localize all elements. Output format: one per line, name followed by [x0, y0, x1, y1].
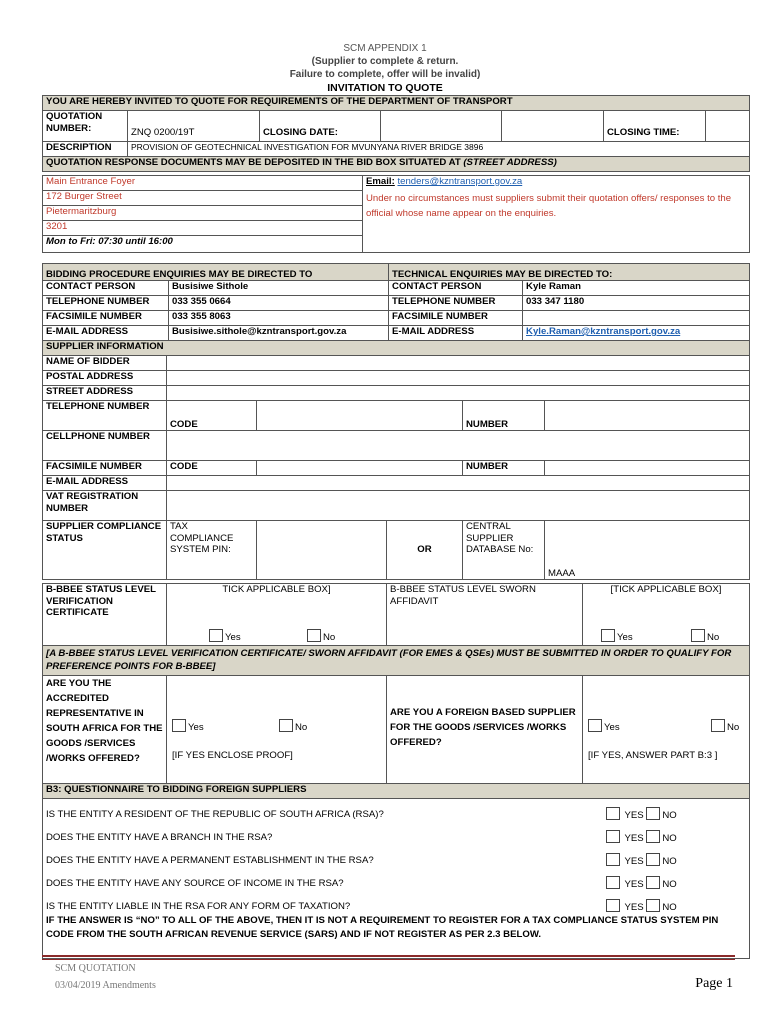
yes-label: YES — [624, 833, 644, 844]
checkbox-icon[interactable] — [279, 719, 293, 732]
page-number: Page 1 — [695, 976, 733, 991]
technical-telephone-value: 033 347 1180 — [523, 296, 750, 311]
vat-label: VAT REGISTRATION NUMBER — [43, 491, 167, 521]
technical-fax-label: FACSIMILE NUMBER — [389, 311, 523, 326]
address-line-1: Main Entrance Foyer — [43, 176, 363, 191]
bidding-email-label: E-MAIL ADDRESS — [43, 326, 169, 341]
address-line-2: 172 Burger Street — [43, 191, 363, 206]
footer-rule — [42, 955, 735, 957]
checkbox-icon[interactable] — [606, 876, 620, 889]
bidder-name-field[interactable] — [167, 356, 750, 371]
bbbee-cert-no[interactable] — [307, 629, 335, 644]
bbbee-status-label: B-BBEE STATUS LEVEL VERIFICATION CERTIFICATE — [43, 584, 167, 646]
b3-q3-options — [606, 853, 677, 868]
checkbox-icon[interactable] — [646, 876, 660, 889]
b3-question-1: IS THE ENTITY A RESIDENT OF THE REPUBLIC OF SOUTH AFRICA (RSA)? — [46, 809, 384, 820]
checkbox-icon[interactable] — [606, 807, 620, 820]
b3-question-5: IS THE ENTITY LIABLE IN THE RSA FOR ANY FORM OF TAXATION? — [46, 901, 351, 912]
checkbox-icon[interactable] — [606, 830, 620, 843]
no-label: NO — [662, 856, 677, 867]
enclose-proof-note: [IF YES ENCLOSE PROOF] — [172, 750, 293, 761]
checkbox-icon[interactable] — [172, 719, 186, 732]
street-address-label: STREET ADDRESS — [43, 386, 167, 401]
accredited-answer-cell — [167, 676, 387, 784]
description-label: DESCRIPTION — [43, 142, 128, 157]
b3-q1-options — [606, 807, 677, 822]
email-notice-cell — [363, 176, 750, 253]
csd-field[interactable] — [545, 521, 750, 580]
yes-label: Yes — [225, 632, 241, 643]
enquiries-table — [42, 263, 750, 341]
address-line-4: 3201 — [43, 221, 363, 236]
checkbox-icon[interactable] — [606, 853, 620, 866]
telephone-number-field[interactable] — [545, 401, 750, 431]
checkbox-icon[interactable] — [307, 629, 321, 642]
foreign-answer-cell — [583, 676, 750, 784]
checkbox-icon[interactable] — [646, 807, 660, 820]
page-title: INVITATION TO QUOTE — [327, 82, 443, 94]
fax-number-label: NUMBER — [463, 461, 545, 476]
closing-date-extra[interactable] — [502, 111, 604, 142]
supplier-table — [42, 340, 750, 580]
b3-title: B3: QUESTIONNAIRE TO BIDDING FOREIGN SUPPLIERS — [43, 784, 750, 799]
bid-box-banner — [43, 157, 750, 172]
telephone-number-label: NUMBER — [463, 401, 545, 431]
checkbox-icon[interactable] — [209, 629, 223, 642]
b3-q4-options — [606, 876, 677, 891]
description-value: PROVISION OF GEOTECHNICAL INVESTIGATION FOR MVUNYANA RIVER BRIDGE 3896 — [128, 142, 750, 157]
closing-date-field[interactable] — [381, 111, 502, 142]
bidder-name-label: NAME OF BIDDER — [43, 356, 167, 371]
email-address-field[interactable] — [167, 476, 750, 491]
no-label: No — [323, 632, 336, 643]
no-label: No — [707, 632, 720, 643]
bbbee-notice: [A B-BBEE STATUS LEVEL VERIFICATION CERTIFICATE/ SWORN AFFIDAVIT (FOR EMES & QSEs) MUST BE SUBMITTED IN ORDER TO QUALIFY FOR PREFERENCE POINTS FOR B-BBEE] — [43, 646, 750, 676]
closing-time-field[interactable] — [706, 111, 750, 142]
bidding-contact-value: Busisiwe Sithole — [169, 281, 389, 296]
closing-date-label: CLOSING DATE: — [260, 111, 381, 142]
telephone-code-field[interactable] — [257, 401, 463, 431]
no-label: NO — [662, 810, 677, 821]
cellphone-label: CELLPHONE NUMBER — [43, 431, 167, 461]
yes-label: YES — [624, 810, 644, 821]
technical-contact-label: CONTACT PERSON — [389, 281, 523, 296]
bid-box-banner-italic: (STREET ADDRESS) — [463, 157, 557, 168]
affidavit-yes[interactable] — [601, 629, 633, 644]
sworn-affidavit-label: B-BBEE STATUS LEVEL SWORN AFFIDAVIT — [387, 584, 583, 646]
office-hours: Mon to Fri: 07:30 until 16:00 — [43, 236, 363, 253]
bidding-email-value: Busisiwe.sithole@kzntransport.gov.za — [169, 326, 389, 341]
closing-time-label: CLOSING TIME: — [604, 111, 706, 142]
foreign-yes[interactable] — [588, 719, 620, 734]
submission-notice: Under no circumstances must suppliers submit their quotation offers/ responses to the official whose name appear on the enquiries. — [366, 192, 732, 219]
maaa-prefix: MAAA — [548, 567, 576, 579]
answer-part-b3-note: [IF YES, ANSWER PART B:3 ] — [588, 750, 718, 761]
quotation-number-value: ZNQ 0200/19T — [128, 111, 260, 142]
no-label: No — [295, 722, 308, 733]
b3-conclusion: IF THE ANSWER IS “NO” TO ALL OF THE ABOVE, THEN IT IS NOT A REQUIREMENT TO REGISTER FOR A TAX COMPLIANCE STATUS SYSTEM PIN CODE FROM THE SOUTH AFRICAN REVENUE SERVICE (SARS) AND IF NOT REGISTER AS PER 2.3 BELOW. — [46, 915, 719, 940]
fax-code-field[interactable] — [257, 461, 463, 476]
checkbox-icon[interactable] — [711, 719, 725, 732]
accredited-yes[interactable] — [172, 719, 204, 734]
accredited-no[interactable] — [279, 719, 307, 734]
technical-enquiries-title: TECHNICAL ENQUIRIES MAY BE DIRECTED TO: — [389, 264, 750, 281]
yes-label: Yes — [617, 632, 633, 643]
email-address-label: E-MAIL ADDRESS — [43, 476, 167, 491]
b3-question-4: DOES THE ENTITY HAVE ANY SOURCE OF INCOME IN THE RSA? — [46, 878, 344, 889]
tenders-email-link[interactable]: tenders@kzntransport.gov.za — [397, 176, 523, 187]
checkbox-icon[interactable] — [646, 830, 660, 843]
footer-doc-name: SCM QUOTATION — [55, 963, 136, 974]
address-table — [42, 175, 750, 253]
or-label: OR — [387, 521, 463, 580]
bidding-enquiries-title: BIDDING PROCEDURE ENQUIRIES MAY BE DIRECTED TO — [43, 264, 389, 281]
address-line-3: Pietermaritzburg — [43, 206, 363, 221]
footer-amendment-date: 03/04/2019 Amendments — [55, 980, 156, 991]
supplier-info-title: SUPPLIER INFORMATION — [43, 341, 750, 356]
technical-email-link[interactable]: Kyle.Raman@kzntransport.gov.za — [523, 326, 750, 341]
header-note-2: Failure to complete, offer will be invalid) — [289, 69, 481, 80]
fax-number-field[interactable] — [545, 461, 750, 476]
sworn-affidavit-cell — [583, 584, 750, 646]
bidding-fax-label: FACSIMILE NUMBER — [43, 311, 169, 326]
checkbox-icon[interactable] — [646, 899, 660, 912]
b3-question-3: DOES THE ENTITY HAVE A PERMANENT ESTABLISHMENT IN THE RSA? — [46, 855, 374, 866]
yes-label: Yes — [604, 722, 620, 733]
b3-body — [43, 799, 750, 959]
bbbee-cert-yes[interactable] — [209, 629, 241, 644]
bidding-contact-label: CONTACT PERSON — [43, 281, 169, 296]
checkbox-icon[interactable] — [588, 719, 602, 732]
bbbee-certificate-cell — [167, 584, 387, 646]
bidding-telephone-label: TELEPHONE NUMBER — [43, 296, 169, 311]
accredited-question: ARE YOU THE ACCREDITED REPRESENTATIVE IN SOUTH AFRICA FOR THE GOODS /SERVICES /WORKS OFFERED? — [43, 676, 167, 784]
yes-label: YES — [624, 879, 644, 890]
tax-pin-field[interactable] — [257, 521, 387, 580]
yes-label: Yes — [188, 722, 204, 733]
invitation-table — [42, 95, 750, 172]
b3-q5-options — [606, 899, 677, 914]
checkbox-icon[interactable] — [601, 629, 615, 642]
csd-label: CENTRAL SUPPLIER DATABASE No: — [463, 521, 545, 580]
foreign-supplier-question: ARE YOU A FOREIGN BASED SUPPLIER FOR THE GOODS /SERVICES /WORKS OFFERED? — [387, 676, 583, 784]
bidding-fax-value: 033 355 8063 — [169, 311, 389, 326]
footer-rule-thin — [42, 959, 735, 960]
b3-q2-options — [606, 830, 677, 845]
tax-pin-label: TAX COMPLIANCE SYSTEM PIN: — [167, 521, 257, 580]
fax-code-label: CODE — [167, 461, 257, 476]
bid-box-banner-text: QUOTATION RESPONSE DOCUMENTS MAY BE DEPOSITED IN THE BID BOX SITUATED AT — [46, 157, 464, 168]
compliance-status-label: SUPPLIER COMPLIANCE STATUS — [43, 521, 167, 580]
telephone-label: TELEPHONE NUMBER — [43, 401, 167, 431]
technical-contact-value: Kyle Raman — [523, 281, 750, 296]
invitation-banner: YOU ARE HEREBY INVITED TO QUOTE FOR REQUIREMENTS OF THE DEPARTMENT OF TRANSPORT — [43, 96, 750, 111]
quotation-number-label: QUOTATION NUMBER: — [43, 111, 128, 142]
foreign-no[interactable] — [711, 719, 739, 734]
telephone-code-label: CODE — [167, 401, 257, 431]
tick-box-note-left: TICK APPLICABLE BOX] — [222, 584, 331, 595]
street-address-field[interactable] — [167, 386, 750, 401]
technical-telephone-label: TELEPHONE NUMBER — [389, 296, 523, 311]
no-label: NO — [662, 833, 677, 844]
tick-box-note-right: [TICK APPLICABLE BOX] — [610, 584, 722, 595]
yes-label: YES — [624, 856, 644, 867]
technical-email-label: E-MAIL ADDRESS — [389, 326, 523, 341]
fax-label: FACSIMILE NUMBER — [43, 461, 167, 476]
email-label: Email: — [366, 176, 395, 187]
yes-label: YES — [624, 902, 644, 913]
postal-address-field[interactable] — [167, 371, 750, 386]
checkbox-icon[interactable] — [606, 899, 620, 912]
bbbee-table — [42, 583, 750, 784]
b3-questionnaire-table — [42, 783, 750, 959]
vat-field[interactable] — [167, 491, 750, 521]
affidavit-no[interactable] — [691, 629, 719, 644]
header-note-1: (Supplier to complete & return. — [311, 56, 459, 67]
cellphone-field[interactable] — [167, 431, 750, 461]
no-label: NO — [662, 879, 677, 890]
bidding-telephone-value: 033 355 0664 — [169, 296, 389, 311]
b3-question-2: DOES THE ENTITY HAVE A BRANCH IN THE RSA? — [46, 832, 273, 843]
technical-fax-value — [523, 311, 750, 326]
appendix-label: SCM APPENDIX 1 — [343, 43, 427, 54]
no-label: No — [727, 722, 740, 733]
checkbox-icon[interactable] — [646, 853, 660, 866]
postal-address-label: POSTAL ADDRESS — [43, 371, 167, 386]
checkbox-icon[interactable] — [691, 629, 705, 642]
no-label: NO — [662, 902, 677, 913]
